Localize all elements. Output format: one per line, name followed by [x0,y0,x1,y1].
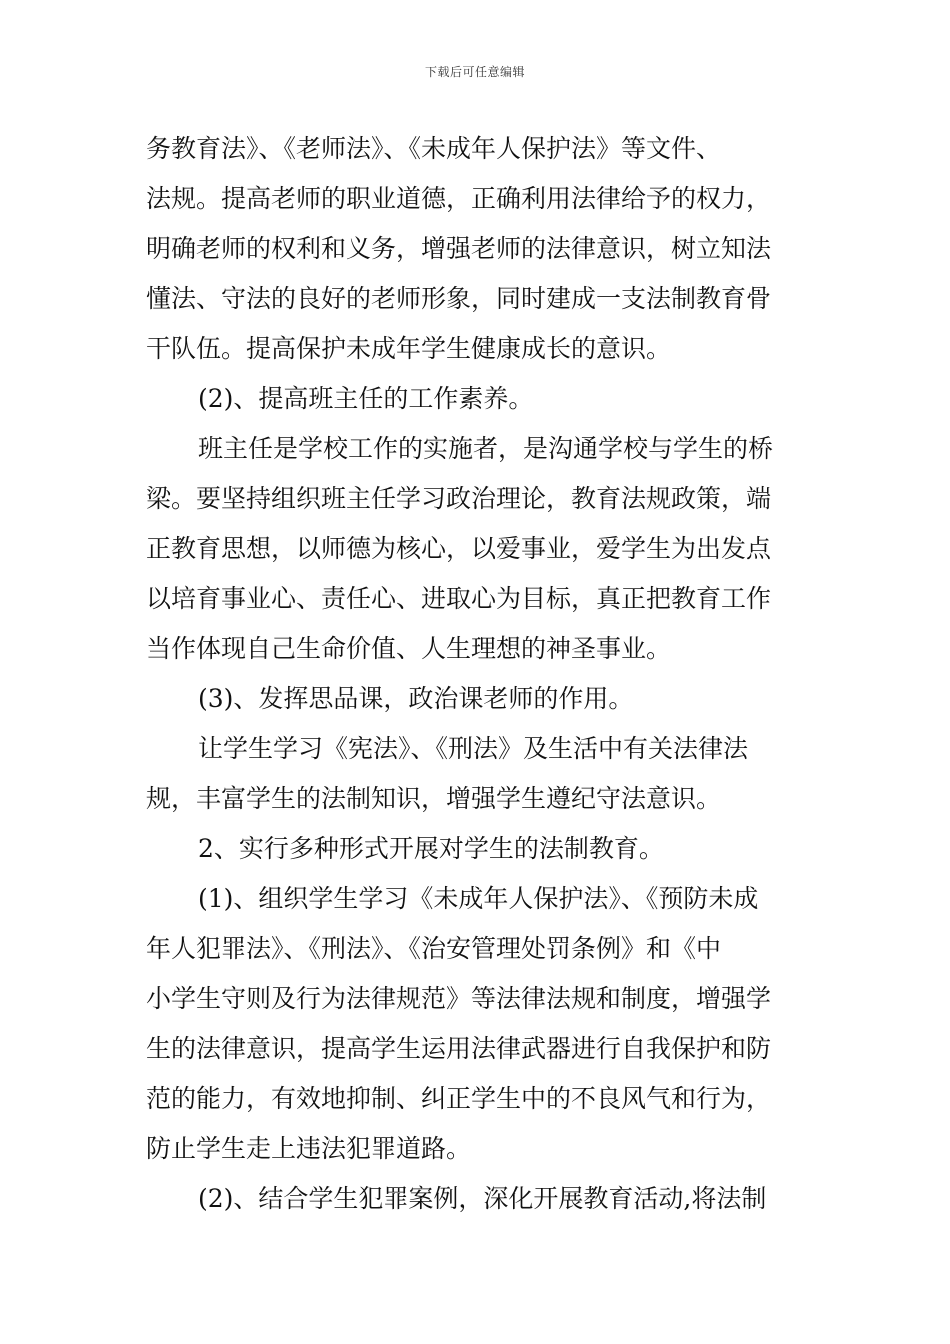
text-line: 生的法律意识，提高学生运用法律武器进行自我保护和防 [146,1034,772,1063]
text-line: 懂法、守法的良好的老师形象，同时建成一支法制教育骨 [146,284,772,313]
text-line: 明确老师的权利和义务，增强老师的法律意识，树立知法 [146,234,772,263]
section-heading: (2)、结合学生犯罪案例，深化开展教育活动,将法制 [198,1184,767,1213]
page-header: 下载后可任意编辑 [424,65,525,79]
text-line: 班主任是学校工作的实施者，是沟通学校与学生的桥 [198,434,774,463]
text-line: 法规。提高老师的职业道德，正确利用法律给予的权力， [146,184,772,213]
section-heading: (3)、发挥思品课，政治课老师的作用。 [198,684,634,713]
text-line: 规，丰富学生的法制知识，增强学生遵纪守法意识。 [146,784,722,813]
text-line: 当作体现自己生命价值、人生理想的神圣事业。 [146,634,672,663]
section-heading: 2、实行多种形式开展对学生的法制教育。 [198,834,664,863]
text-line: 小学生守则及行为法律规范》等法律法规和制度，增强学 [146,984,772,1013]
text-line: 梁。要坚持组织班主任学习政治理论，教育法规政策，端 [146,484,772,513]
text-line: 防止学生走上违法犯罪道路。 [146,1134,472,1163]
section-heading: (2)、提高班主任的工作素养。 [198,384,534,413]
document-body [146,124,816,1224]
text-line: 年人犯罪法》、《刑法》、《治安管理处罚条例》和《中 [146,934,722,963]
text-line: 以培育事业心、责任心、进取心为目标，真正把教育工作 [146,584,772,613]
text-line: 范的能力，有效地抑制、纠正学生中的不良风气和行为， [146,1084,772,1113]
text-line: 正教育思想，以师德为核心，以爱事业，爱学生为出发点 [146,534,772,563]
text-line: 务教育法》、《老师法》、《未成年人保护法》等文件、 [146,134,722,163]
text-line: 让学生学习《宪法》、《刑法》及生活中有关法律法 [198,734,749,763]
text-line: 干队伍。提高保护未成年学生健康成长的意识。 [146,334,672,363]
section-heading: (1)、组织学生学习《未成年人保护法》、《预防未成 [198,884,759,913]
